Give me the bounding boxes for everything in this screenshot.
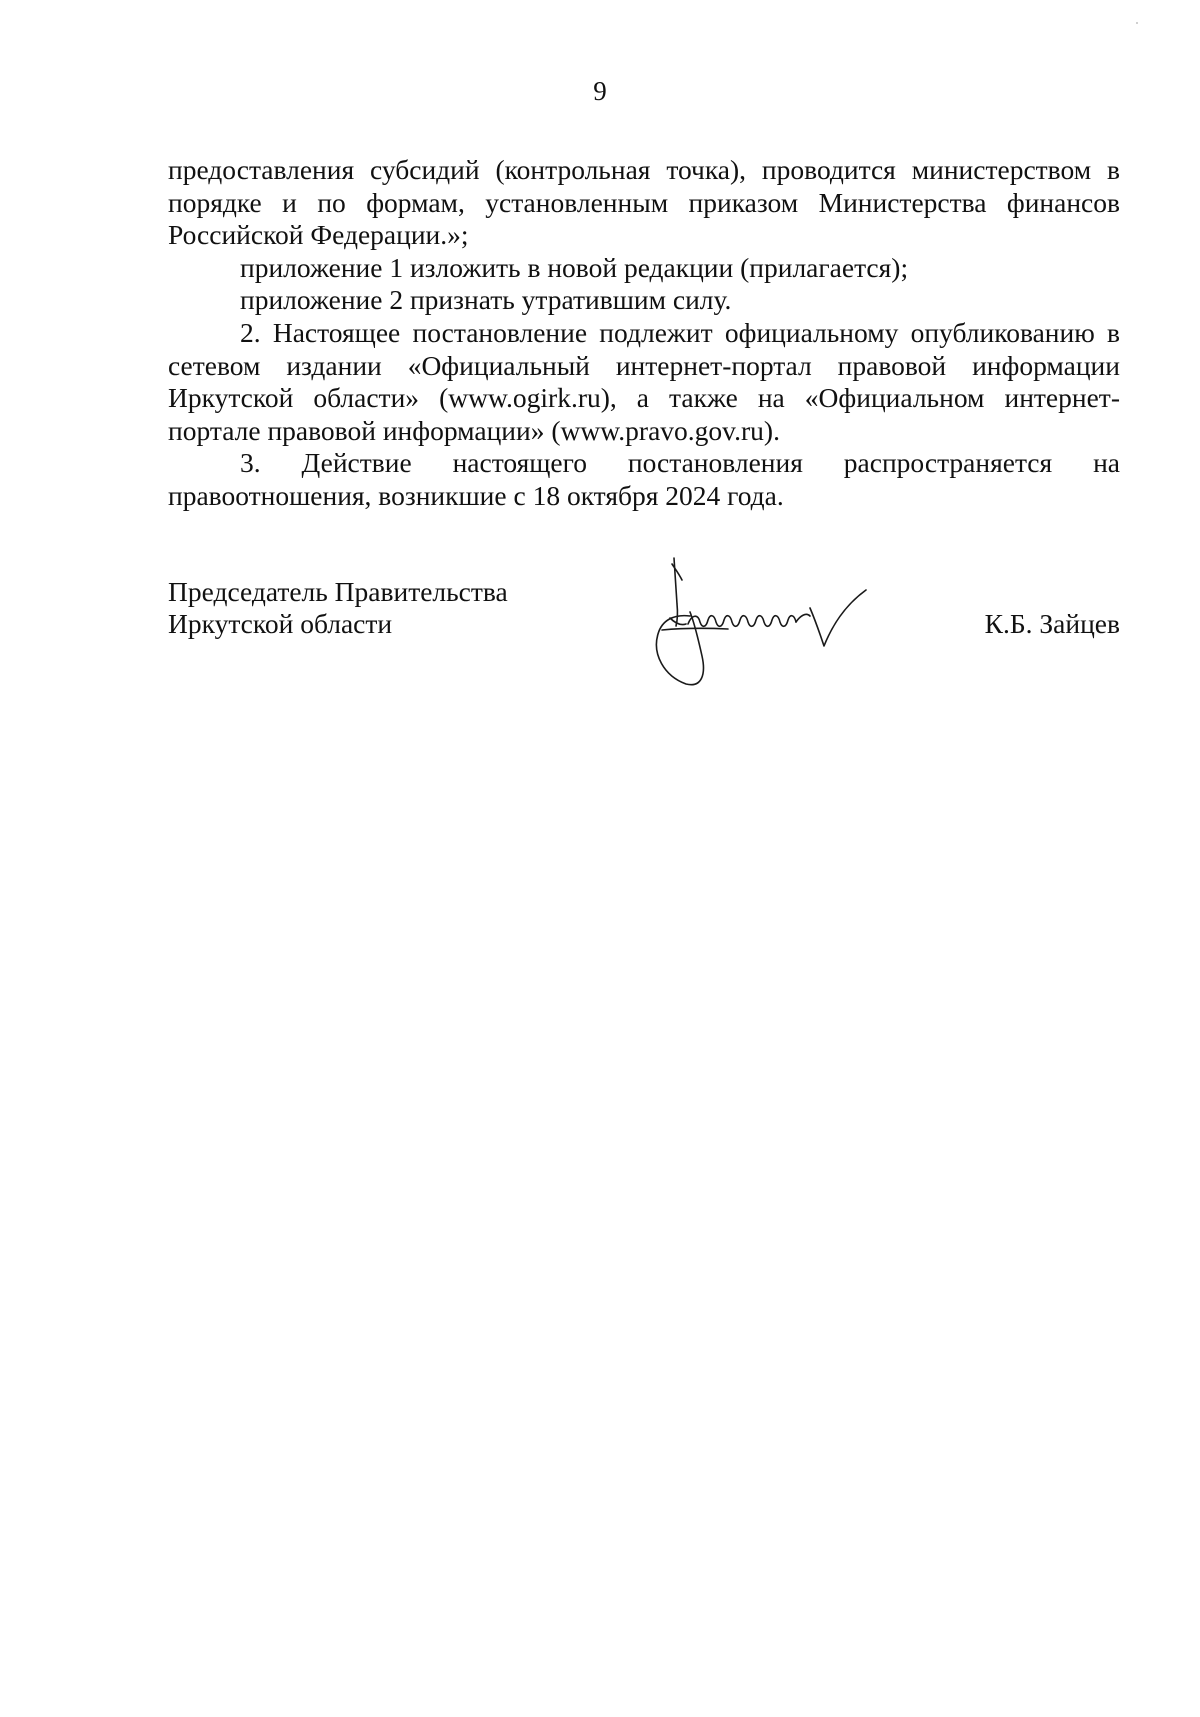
- signer-position-line-2: Иркутской области: [168, 608, 393, 639]
- handwritten-signature: [644, 556, 894, 696]
- paragraph-publication: 2. Настоящее постановление подлежит официальному опубликованию в сетевом издании «Официальный интернет-портал правовой информации Иркутской области» (www.ogirk.ru), а также на «Официальном интернет-портале правовой информации» (www.pravo.gov.ru).: [168, 316, 1120, 446]
- signer-position: [168, 576, 508, 640]
- paragraph-continuation: предоставления субсидий (контрольная точка), проводится министерством в порядке и по формам, установленным приказом Министерства финансов Российской Федерации.»;: [168, 154, 1120, 251]
- signer-position-line-1: Председатель Правительства: [168, 576, 508, 607]
- paragraph-appendix-2: приложение 2 признать утратившим силу.: [240, 284, 732, 316]
- scan-artifact: [1136, 22, 1138, 24]
- page-number: 9: [593, 76, 607, 106]
- paragraph-effect-line-2: правоотношения, возникшие с 18 октября 2024 года.: [168, 479, 784, 511]
- paragraph-appendix-1: приложение 1 изложить в новой редакции (прилагается);: [240, 251, 909, 283]
- signer-name: К.Б. Зайцев: [984, 608, 1120, 639]
- document-body: [168, 154, 1120, 513]
- paragraph-effect-line-1: 3. Действие настоящего постановления распространяется на: [240, 447, 1120, 479]
- signature-block: [168, 576, 1120, 696]
